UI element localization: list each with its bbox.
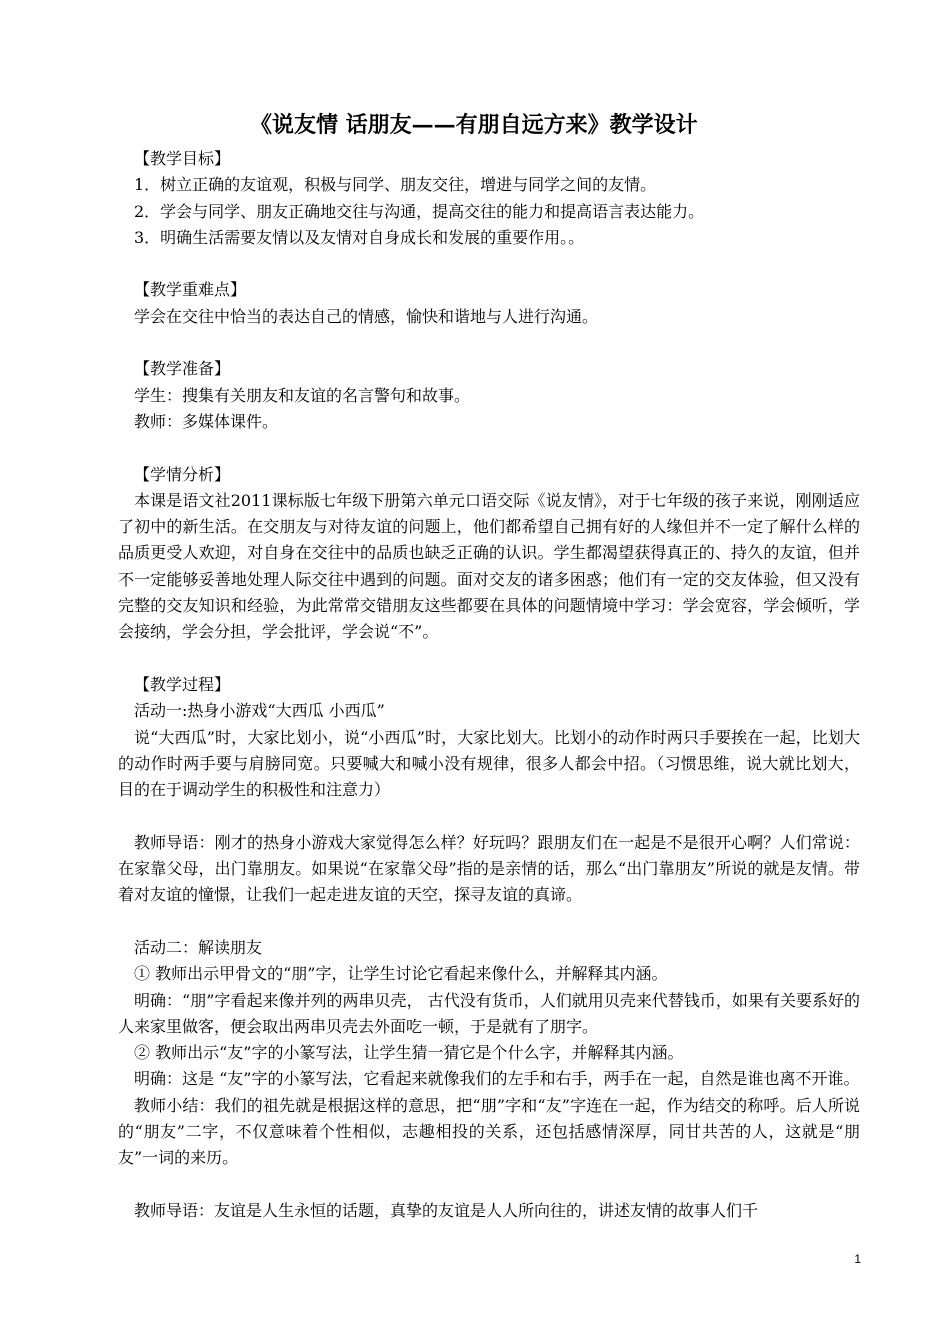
activity2-title: 活动二：解读朋友 — [134, 937, 263, 957]
spacer — [118, 909, 860, 935]
goal-item-2: 2．学会与同学、朋友正确地交往与沟通，提高交往的能力和提高语言表达能力。 — [134, 201, 705, 221]
document-body — [118, 146, 860, 1224]
activity2-step-1: ① 教师出示甲骨文的“朋”字，让学生讨论它看起来像什么，并解释其内涵。 — [134, 964, 668, 984]
activity1-text: 说“大西瓜”时，大家比划小，说“小西瓜”时，大家比划大。比划小的动作时两只手要挨在一起，比划大的动作时两手要与肩膀同宽。只要喊大和喊小没有规律，很多人都会中招。（习惯思维，说大就比划大，目的在于调动学生的积极性和注意力） — [118, 727, 860, 800]
activity2-clarify-2: 明确：这是 “友”字的小篆写法，它看起来就像我们的左手和右手，两手在一起，自然是谁也离不开谁。 — [134, 1069, 860, 1089]
goals-heading: 【教学目标】 — [134, 149, 231, 168]
document-title: 《说友情 话朋友——有朋自远方来》教学设计 — [250, 112, 698, 138]
spacer — [118, 646, 860, 672]
teacher-guide-2: 教师导语：友谊是人生永恒的话题，真挚的友谊是人人所向往的，讲述友情的故事人们千 — [134, 1200, 759, 1220]
spacer — [118, 330, 860, 356]
goal-item-1: 1．树立正确的友谊观，积极与同学、朋友交往，增进与同学之间的友情。 — [134, 175, 657, 195]
spacer — [118, 1172, 860, 1198]
preparation-student: 学生：搜集有关朋友和友谊的名言警句和故事。 — [134, 385, 471, 405]
spacer — [118, 803, 860, 829]
spacer — [118, 251, 860, 277]
key-points-text: 学会在交往中恰当的表达自己的情感，愉快和谐地与人进行沟通。 — [134, 306, 599, 326]
analysis-text: 本课是语文社2011课标版七年级下册第六单元口语交际《说友情》，对于七年级的孩子来说，刚刚适应了初中的新生活。在交朋友与对待友谊的问题上，他们都希望自己拥有好的人缘但并不一定了解什么样的品质更受人欢迎，对自身在交往中的品质也缺乏正确的认识。学生都渴望获得真正的、持久的友谊，但并不一定能够妥善地处理人际交往中遇到的问题。面对交友的诸多困惑；他们有一定的交友体验，但又没有完整的交友知识和经验，为此常常交错朋友这些都要在具体的问题情境中学习：学会宽容，学会倾听，学会接纳，学会分担，学会批评，学会说“不”。 — [118, 490, 860, 642]
teacher-guide-1: 教师导语：刚才的热身小游戏大家觉得怎么样？好玩吗？跟朋友们在一起是不是很开心啊？人们常说：在家靠父母，出门靠朋友。如果说“在家靠父母”指的是亲情的话，那么“出门靠朋友”所说的就是友情。带着对友谊的憧憬，让我们一起走进友谊的天空，探寻友谊的真谛。 — [118, 832, 860, 905]
activity2-clarify-1: 明确：“朋”字看起来像并列的两串贝壳， 古代没有货币，人们就用贝壳来代替钱币，如果有关要系好的人来家里做客，便会取出两串贝壳去外面吃一顿，于是就有了朋字。 — [118, 990, 860, 1036]
page-number: 1 — [854, 1252, 861, 1266]
analysis-heading: 【学情分析】 — [134, 464, 231, 484]
activity2-step-2: ② 教师出示“友”字的小篆写法，让学生猜一猜它是个什么字，并解释其内涵。 — [134, 1043, 684, 1063]
process-heading: 【教学过程】 — [134, 674, 231, 694]
spacer — [118, 435, 860, 461]
teacher-summary: 教师小结：我们的祖先就是根据这样的意思，把“朋”字和“友”字连在一起，作为结交的称呼。后人所说的“朋友”二字，不仅意味着个性相似，志趣相投的关系，还包括感情深厚，同甘共苦的人，这就是“朋友”一词的来历。 — [118, 1095, 860, 1168]
key-points-heading: 【教学重难点】 — [134, 280, 247, 300]
preparation-heading: 【教学准备】 — [134, 359, 231, 379]
activity1-title: 活动一:热身小游戏“大西瓜 小西瓜” — [134, 701, 385, 721]
preparation-teacher: 教师：多媒体课件。 — [134, 411, 279, 431]
goal-item-3: 3．明确生活需要友情以及友情对自身成长和发展的重要作用。。 — [134, 227, 585, 247]
